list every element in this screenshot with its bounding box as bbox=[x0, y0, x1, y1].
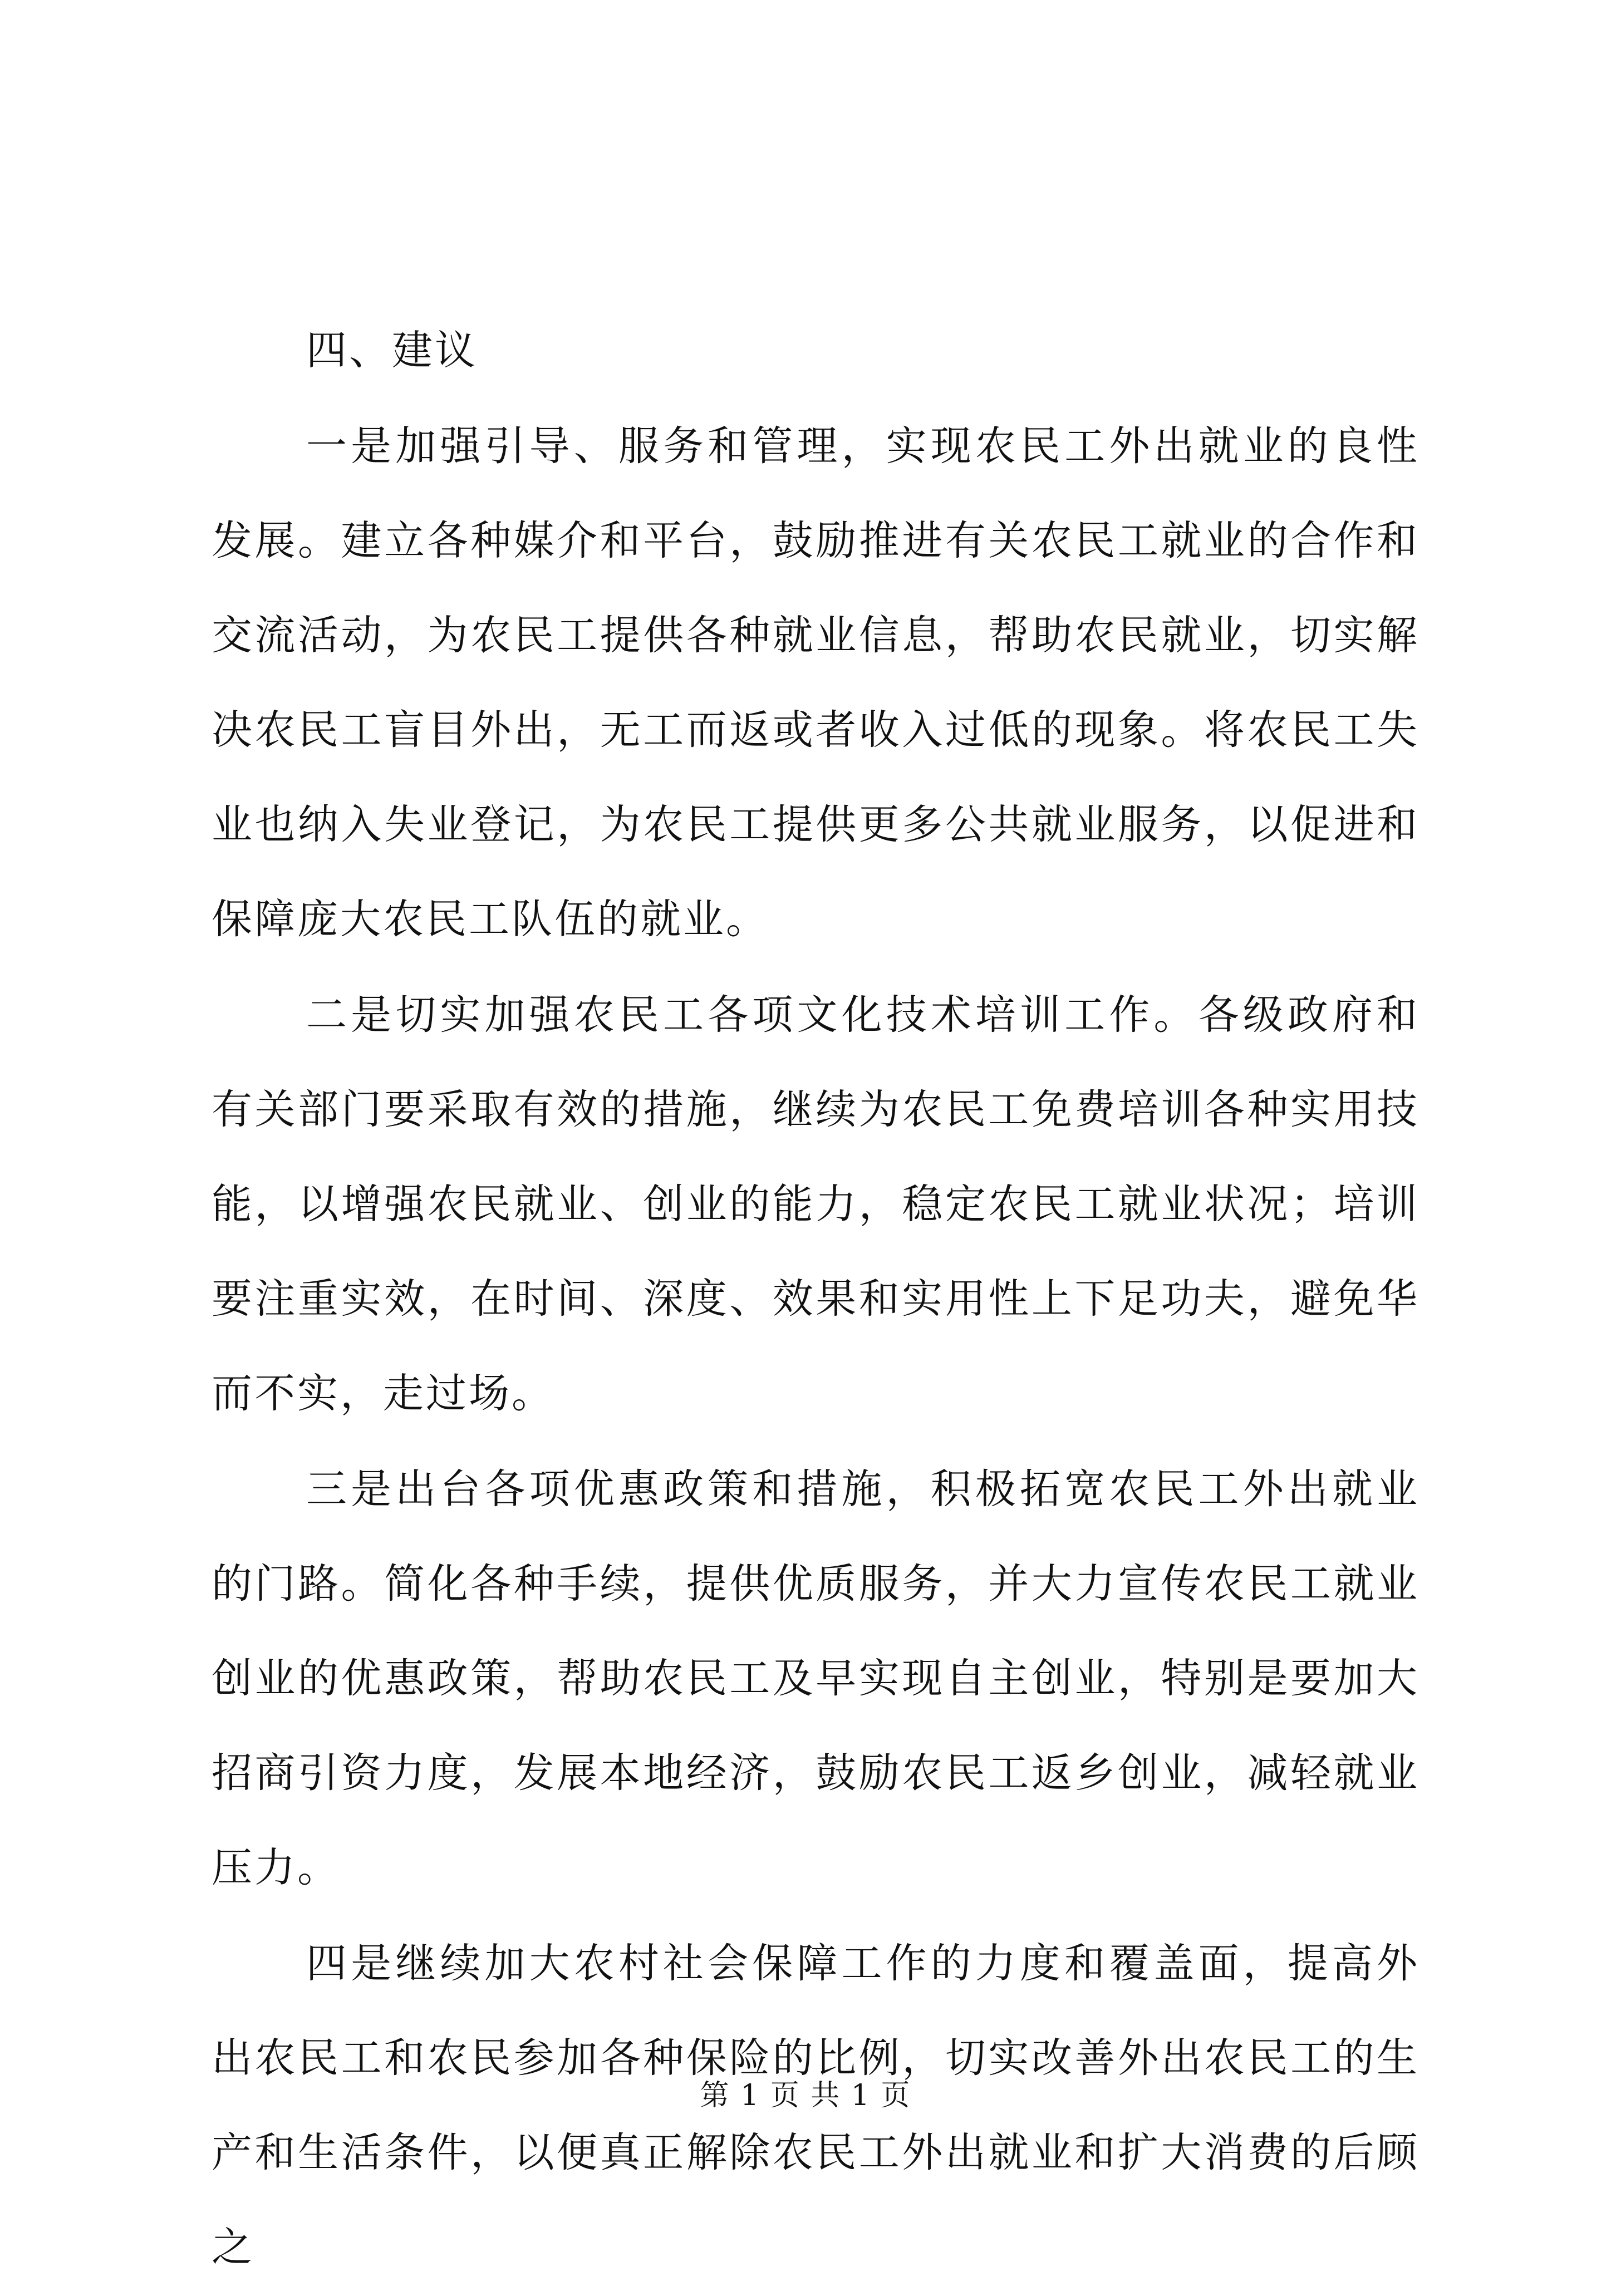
paragraph-1: 一是加强引导、服务和管理，实现农民工外出就业的良性发展。建立各种媒介和平台，鼓励推进有关农民工就业的合作和交流活动，为农民工提供各种就业信息，帮助农民就业，切实解决农民工盲目外出，无工而返或者收入过低的现象。将农民工失业也纳入失业登记，为农民工提供更多公共就业服务，以促进和保障庞大农民工队伍的就业。 bbox=[212, 422, 1420, 943]
paragraph-2: 二是切实加强农民工各项文化技术培训工作。各级政府和有关部门要采取有效的措施，继续为农民工免费培训各种实用技能，以增强农民就业、创业的能力，稳定农民工就业状况；培训要注重实效，在时间、深度、效果和实用性上下足功夫，避免华而不实，走过场。 bbox=[212, 991, 1420, 1417]
paragraph-3: 三是出台各项优惠政策和措施，积极拓宽农民工外出就业的门路。简化各种手续，提供优质服务，并大力宣传农民工就业创业的优惠政策，帮助农民工及早实现自主创业，特别是要加大招商引资力度，发展本地经济，鼓励农民工返乡创业，减轻就业压力。 bbox=[212, 1466, 1420, 1891]
section-heading: 四、建议 bbox=[306, 327, 478, 374]
document-body bbox=[212, 303, 1420, 2296]
page-footer: 第 1 页 共 1 页 bbox=[700, 2079, 911, 2112]
paragraph-4: 四是继续加大农村社会保障工作的力度和覆盖面，提高外出农民工和农民参加各种保险的比例，切实改善外出农民工的生产和生活条件，以便真正解除农民工外出就业和扩大消费的后顾之 bbox=[212, 1940, 1420, 2271]
